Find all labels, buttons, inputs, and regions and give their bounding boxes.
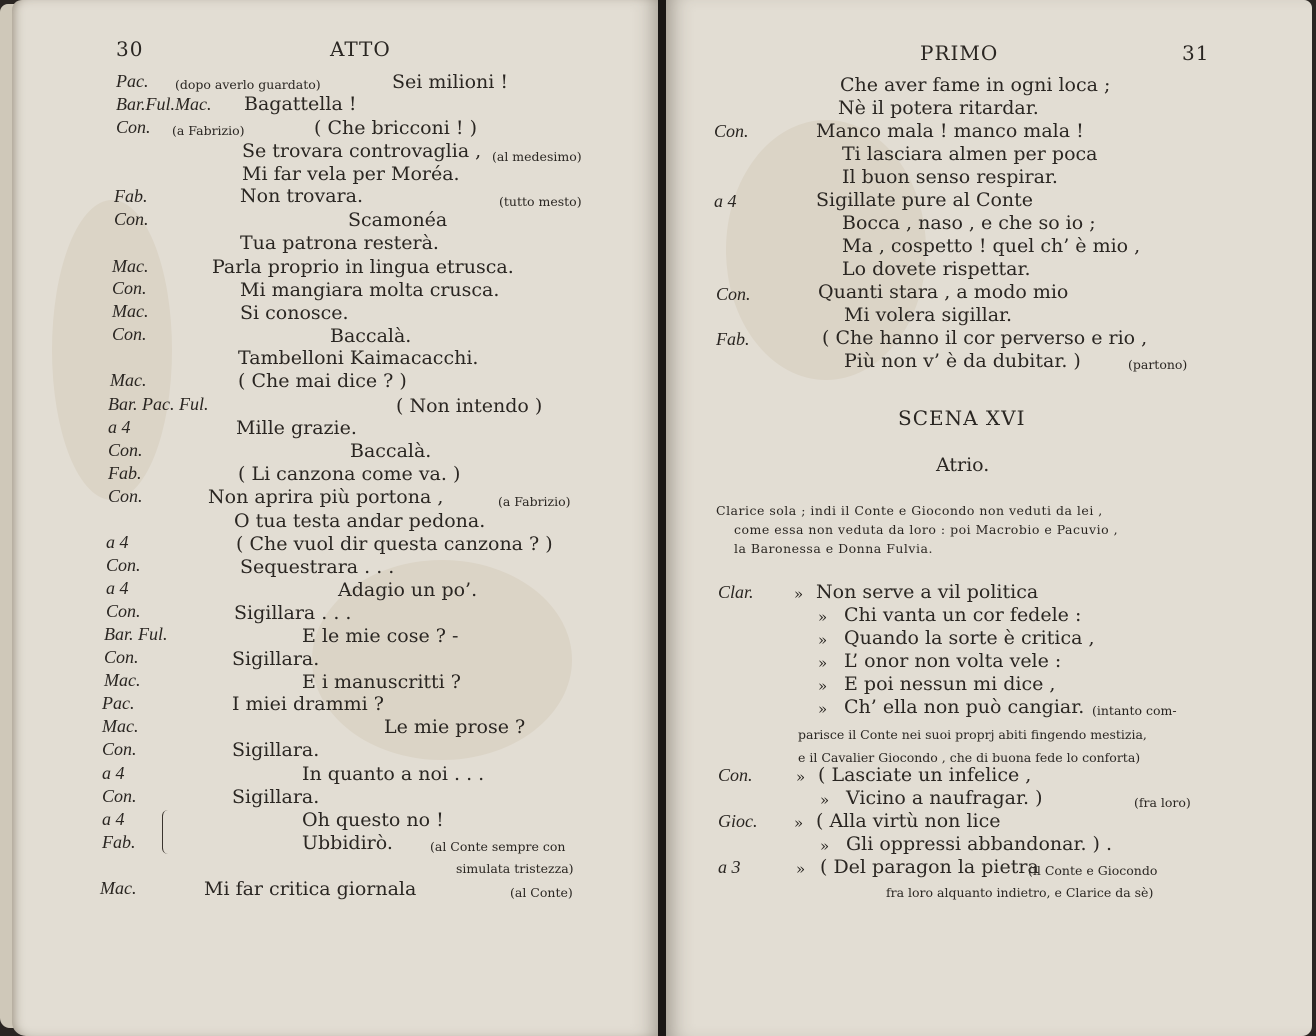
verse-line: Ti lasciara almen per poca	[842, 143, 1098, 165]
stage-note: (tutto mesto)	[499, 194, 582, 209]
verse-line: ( Li canzona come va. )	[238, 463, 461, 485]
verse-line: Sei milioni !	[392, 71, 509, 93]
speaker: Con.	[102, 786, 137, 806]
stage-note: (al Conte sempre con	[430, 839, 566, 854]
speaker: Con.	[116, 117, 151, 137]
stage-note: (il Conte e Giocondo	[1028, 863, 1158, 878]
quote-mark: »	[818, 700, 828, 718]
verse-line: Si conosce.	[240, 302, 349, 324]
verse-line: Tambelloni Kaimacacchi.	[238, 347, 479, 369]
quote-mark: »	[818, 608, 828, 626]
verse-line: Adagio un po’.	[338, 579, 478, 601]
speaker: Con.	[108, 486, 143, 506]
verse-line: Manco mala ! manco mala !	[816, 120, 1084, 142]
verse-line: Non aprira più portona ,	[208, 486, 444, 508]
verse-line: Bocca , naso , e che so io ;	[842, 212, 1096, 234]
speaker: Mac.	[104, 670, 141, 690]
quote-mark: »	[820, 837, 830, 855]
scene-title: SCENA XVI	[898, 406, 1026, 430]
stage-note: e il Cavalier Giocondo , che di buona fede lo conforta)	[798, 750, 1141, 765]
verse-line: Non trovara.	[240, 185, 364, 207]
right-page	[666, 0, 1312, 1036]
speaker: a 4	[106, 578, 129, 598]
speaker: Bar.Ful.Mac.	[116, 94, 212, 114]
speaker: Con.	[716, 284, 751, 304]
speaker: Con.	[106, 601, 141, 621]
speaker: Bar. Pac. Ful.	[108, 394, 209, 414]
page-number-right: 31	[1182, 41, 1210, 65]
speaker: Mac.	[110, 370, 147, 390]
scene-setting: Atrio.	[936, 454, 990, 476]
quote-mark: »	[794, 585, 804, 603]
verse-line: ( Alla virtù non lice	[816, 810, 1001, 832]
verse-line: Che aver fame in ogni loca ;	[840, 74, 1111, 96]
running-head-right: PRIMO	[920, 41, 999, 65]
speaker: Gioc.	[718, 811, 758, 831]
left-page	[12, 0, 660, 1036]
verse-line: Mi mangiara molta crusca.	[240, 279, 500, 301]
speaker: Pac.	[116, 71, 149, 91]
verse-line: Chi vanta un cor fedele :	[844, 604, 1082, 626]
speaker: Mac.	[102, 716, 139, 736]
speaker: Con.	[112, 324, 147, 344]
verse-line: Più non v’ è da dubitar. )	[844, 350, 1081, 372]
quote-mark: »	[818, 654, 828, 672]
speaker: Bar. Ful.	[104, 624, 168, 644]
verse-line: Il buon senso respirar.	[842, 166, 1058, 188]
verse-line: L’ onor non volta vele :	[844, 650, 1062, 672]
speaker: a 4	[108, 417, 131, 437]
stage-note: (al Conte)	[510, 885, 573, 900]
verse-line: Ubbidirò.	[302, 832, 393, 854]
bracket	[162, 810, 169, 854]
speaker: Fab.	[108, 463, 142, 483]
verse-line: ( Non intendo )	[396, 395, 543, 417]
verse-line: Mille grazie.	[236, 417, 357, 439]
verse-line: Mi volera sigillar.	[844, 304, 1013, 326]
verse-line: In quanto a noi . . .	[302, 763, 485, 785]
verse-line: Le mie prose ?	[384, 716, 526, 738]
speaker: Con.	[714, 121, 749, 141]
verse-line: ( Che vuol dir questa canzona ? )	[236, 533, 553, 555]
speaker: Fab.	[114, 186, 148, 206]
stage-note: simulata tristezza)	[456, 861, 574, 876]
stage-direction: Clarice sola ; indi il Conte e Giocondo non veduti da lei ,	[716, 503, 1103, 518]
speaker: Clar.	[718, 582, 754, 602]
stage-direction: la Baronessa e Donna Fulvia.	[734, 541, 933, 556]
verse-line: Sigillara . . .	[234, 602, 352, 624]
verse-line: ( Del paragon la pietra	[820, 856, 1039, 878]
stage-note: (a Fabrizio)	[172, 123, 245, 138]
stage-direction: come essa non veduta da loro : poi Macrobio e Pacuvio ,	[734, 522, 1119, 537]
verse-line: Baccalà.	[350, 440, 432, 462]
quote-mark: »	[796, 768, 806, 786]
verse-line: O tua testa andar pedona.	[234, 510, 486, 532]
speaker: Con.	[112, 278, 147, 298]
verse-line: Ch’ ella non può cangiar.	[844, 696, 1085, 718]
verse-line: Non serve a vil politica	[816, 581, 1039, 603]
verse-line: Sigillara.	[232, 786, 320, 808]
stage-note: parisce il Conte nei suoi proprj abiti fingendo mestizia,	[798, 727, 1147, 742]
stage-note: (partono)	[1128, 357, 1188, 372]
speaker: Con.	[106, 555, 141, 575]
speaker: Mac.	[112, 256, 149, 276]
stage-note: (intanto com-	[1092, 703, 1177, 718]
verse-line: Vicino a naufragar. )	[846, 787, 1043, 809]
quote-mark: »	[820, 791, 830, 809]
verse-line: Mi far vela per Moréa.	[242, 163, 460, 185]
stage-note: fra loro alquanto indietro, e Clarice da sè)	[886, 885, 1154, 900]
verse-line: Sequestrara . . .	[240, 556, 395, 578]
page-number-left: 30	[116, 37, 144, 61]
stage-note: (a Fabrizio)	[498, 494, 571, 509]
verse-line: I miei drammi ?	[232, 693, 384, 715]
quote-mark: »	[794, 814, 804, 832]
speaker: Con.	[718, 765, 753, 785]
verse-line: Ma , cospetto ! quel ch’ è mio ,	[842, 235, 1141, 257]
verse-line: Se trovara controvaglia ,	[242, 140, 482, 162]
verse-line: ( Che mai dice ? )	[238, 370, 407, 392]
verse-line: Quando la sorte è critica ,	[844, 627, 1095, 649]
verse-line: Tua patrona resterà.	[240, 232, 439, 254]
speaker: Mac.	[112, 301, 149, 321]
speaker: a 4	[102, 763, 125, 783]
speaker: Pac.	[102, 693, 135, 713]
speaker: a 4	[714, 191, 737, 211]
verse-line: Oh questo no !	[302, 809, 444, 831]
stage-note: (fra loro)	[1134, 795, 1191, 810]
verse-line: Sigillara.	[232, 739, 320, 761]
verse-line: Scamonéa	[348, 209, 448, 231]
verse-line: Bagattella !	[244, 93, 357, 115]
verse-line: Lo dovete rispettar.	[842, 258, 1031, 280]
running-head-left: ATTO	[330, 37, 391, 61]
verse-line: ( Lasciate un infelice ,	[818, 764, 1032, 786]
verse-line: Gli oppressi abbandonar. ) .	[846, 833, 1113, 855]
verse-line: Sigillara.	[232, 648, 320, 670]
speaker: Con.	[108, 440, 143, 460]
quote-mark: »	[818, 677, 828, 695]
speaker: Fab.	[102, 832, 136, 852]
verse-line: E i manuscritti ?	[302, 671, 461, 693]
verse-line: ( Che bricconi ! )	[314, 117, 477, 139]
stage-note: (al medesimo)	[492, 149, 582, 164]
speaker: a 3	[718, 857, 741, 877]
speaker: Fab.	[716, 329, 750, 349]
speaker: Con.	[104, 647, 139, 667]
verse-line: E le mie cose ? -	[302, 625, 459, 647]
verse-line: Mi far critica giornala	[204, 878, 417, 900]
verse-line: Quanti stara , a modo mio	[818, 281, 1069, 303]
speaker: a 4	[106, 532, 129, 552]
verse-line: E poi nessun mi dice ,	[844, 673, 1056, 695]
quote-mark: »	[796, 860, 806, 878]
verse-line: Nè il potera ritardar.	[838, 97, 1039, 119]
speaker: Con.	[114, 209, 149, 229]
speaker: Mac.	[100, 878, 137, 898]
verse-line: Parla proprio in lingua etrusca.	[212, 256, 514, 278]
verse-line: Sigillate pure al Conte	[816, 189, 1034, 211]
speaker: Con.	[102, 739, 137, 759]
stage-note: (dopo averlo guardato)	[175, 77, 321, 92]
verse-line: ( Che hanno il cor perverso e rio ,	[822, 327, 1148, 349]
speaker: a 4	[102, 809, 125, 829]
quote-mark: »	[818, 631, 828, 649]
verse-line: Baccalà.	[330, 325, 412, 347]
